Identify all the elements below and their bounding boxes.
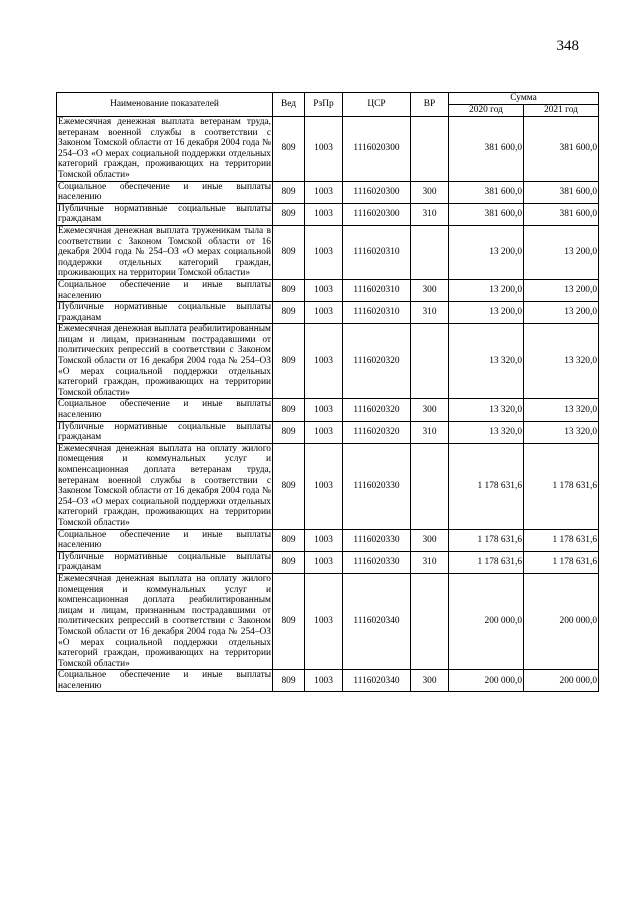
row-vr: 300 [411, 279, 449, 301]
row-csr: 1116020320 [343, 421, 411, 443]
row-ved: 809 [273, 225, 305, 279]
row-name: Социальное обеспечение и иные выплаты населению [58, 181, 271, 203]
header-year-2021: 2021 год [524, 105, 599, 117]
row-ved: 809 [273, 399, 305, 421]
row-sum-2021: 13 320,0 [524, 399, 599, 421]
row-vr: 310 [411, 421, 449, 443]
row-sum-2021: 13 200,0 [524, 279, 599, 301]
row-vr: 310 [411, 551, 449, 573]
row-sum-2020: 381 600,0 [449, 203, 524, 225]
row-sum-2020: 381 600,0 [449, 117, 524, 182]
row-sum-2020: 13 320,0 [449, 399, 524, 421]
row-rzpr: 1003 [305, 551, 343, 573]
table-row [57, 529, 599, 551]
row-sum-2021: 13 200,0 [524, 225, 599, 279]
row-ved: 809 [273, 117, 305, 182]
row-ved: 809 [273, 421, 305, 443]
row-name: Публичные нормативные социальные выплаты гражданам [58, 203, 271, 225]
row-name: Ежемесячная денежная выплата на оплату жилого помещения и коммунальных услуг и компенсационная доплата ветеранам труда, ветеранам военной службы в соответствии с Законом Томской области от 16 декабря 2004 года № 254–ОЗ «О мерах социальной поддержки отдельных категорий граждан, проживающих на территории Томской области» [58, 443, 271, 528]
table-row [57, 203, 599, 225]
row-rzpr: 1003 [305, 421, 343, 443]
row-name: Социальное обеспечение и иные выплаты населению [58, 279, 271, 301]
table-row [57, 573, 599, 669]
row-rzpr: 1003 [305, 181, 343, 203]
row-sum-2021: 13 320,0 [524, 324, 599, 399]
row-name: Социальное обеспечение и иные выплаты населению [58, 399, 271, 421]
row-vr: 300 [411, 529, 449, 551]
row-vr [411, 324, 449, 399]
row-sum-2020: 13 200,0 [449, 302, 524, 324]
row-rzpr: 1003 [305, 670, 343, 692]
row-csr: 1116020330 [343, 529, 411, 551]
row-rzpr: 1003 [305, 399, 343, 421]
row-rzpr: 1003 [305, 443, 343, 529]
row-name: Социальное обеспечение и иные выплаты населению [58, 529, 271, 551]
row-vr: 300 [411, 399, 449, 421]
header-vr: ВР [411, 93, 449, 117]
row-vr: 300 [411, 181, 449, 203]
budget-table [56, 92, 599, 692]
row-sum-2020: 1 178 631,6 [449, 551, 524, 573]
row-ved: 809 [273, 279, 305, 301]
row-vr: 300 [411, 670, 449, 692]
row-csr: 1116020300 [343, 181, 411, 203]
table-row [57, 324, 599, 399]
table-row [57, 551, 599, 573]
row-csr: 1116020340 [343, 670, 411, 692]
row-rzpr: 1003 [305, 302, 343, 324]
row-csr: 1116020310 [343, 225, 411, 279]
row-name: Публичные нормативные социальные выплаты гражданам [58, 551, 271, 573]
row-ved: 809 [273, 324, 305, 399]
row-vr [411, 443, 449, 529]
row-sum-2021: 13 320,0 [524, 421, 599, 443]
row-ved: 809 [273, 573, 305, 669]
row-csr: 1116020300 [343, 117, 411, 182]
table-body [57, 117, 599, 692]
row-csr: 1116020330 [343, 551, 411, 573]
row-ved: 809 [273, 203, 305, 225]
row-sum-2021: 1 178 631,6 [524, 551, 599, 573]
table-row [57, 117, 599, 182]
row-sum-2020: 13 320,0 [449, 421, 524, 443]
row-sum-2021: 1 178 631,6 [524, 529, 599, 551]
row-ved: 809 [273, 551, 305, 573]
row-sum-2020: 13 320,0 [449, 324, 524, 399]
table-row [57, 302, 599, 324]
row-sum-2021: 200 000,0 [524, 670, 599, 692]
row-ved: 809 [273, 302, 305, 324]
row-csr: 1116020320 [343, 324, 411, 399]
row-name: Публичные нормативные социальные выплаты гражданам [58, 302, 271, 323]
row-rzpr: 1003 [305, 529, 343, 551]
row-sum-2020: 200 000,0 [449, 573, 524, 669]
table-row [57, 181, 599, 203]
row-sum-2020: 200 000,0 [449, 670, 524, 692]
row-csr: 1116020310 [343, 302, 411, 324]
table-row [57, 421, 599, 443]
header-csr: ЦСР [343, 93, 411, 117]
row-sum-2020: 13 200,0 [449, 279, 524, 301]
row-csr: 1116020320 [343, 399, 411, 421]
row-rzpr: 1003 [305, 573, 343, 669]
row-name: Ежемесячная денежная выплата труженикам тыла в соответствии с Законом Томской области от 16 декабря 2004 года № 254–ОЗ «О мерах социальной поддержки отдельных категорий граждан, проживающих на территории Томской области» [58, 225, 271, 279]
row-csr: 1116020310 [343, 279, 411, 301]
row-csr: 1116020340 [343, 573, 411, 669]
row-vr: 310 [411, 203, 449, 225]
table-row [57, 279, 599, 301]
row-sum-2021: 381 600,0 [524, 203, 599, 225]
page-number: 348 [556, 38, 579, 54]
header-rzpr: РзПр [305, 93, 343, 117]
header-sum: Сумма [449, 93, 599, 105]
row-name: Ежемесячная денежная выплата на оплату жилого помещения и коммунальных услуг и компенсационная доплата реабилитированным лицам и лицам, признанным пострадавшими от политических репрессий в соответствии с Законом Томской области от 16 декабря 2004 года № 254–ОЗ «О мерах социальной поддержки отдельных категорий граждан, проживающих на территории Томской области» [58, 573, 271, 669]
row-vr [411, 117, 449, 182]
row-sum-2020: 1 178 631,6 [449, 529, 524, 551]
row-sum-2021: 1 178 631,6 [524, 443, 599, 529]
row-sum-2020: 1 178 631,6 [449, 443, 524, 529]
row-name: Ежемесячная денежная выплата реабилитированным лицам и лицам, признанным пострадавшими от политических репрессий в соответствии с Законом Томской области от 16 декабря 2004 года № 254–ОЗ «О мерах социальной поддержки отдельных категорий граждан, проживающих на территории Томской области» [58, 324, 271, 398]
header-row-top [57, 93, 599, 105]
row-csr: 1116020330 [343, 443, 411, 529]
header-year-2020: 2020 год [449, 105, 524, 117]
row-rzpr: 1003 [305, 117, 343, 182]
header-name: Наименование показателей [57, 93, 273, 117]
row-vr: 310 [411, 302, 449, 324]
table-row [57, 225, 599, 279]
row-name: Публичные нормативные социальные выплаты гражданам [58, 421, 271, 443]
row-sum-2020: 381 600,0 [449, 181, 524, 203]
row-name: Социальное обеспечение и иные выплаты населению [58, 670, 271, 691]
table-row [57, 443, 599, 529]
row-ved: 809 [273, 670, 305, 692]
row-csr: 1116020300 [343, 203, 411, 225]
row-rzpr: 1003 [305, 203, 343, 225]
row-sum-2021: 13 200,0 [524, 302, 599, 324]
row-ved: 809 [273, 181, 305, 203]
row-rzpr: 1003 [305, 324, 343, 399]
row-ved: 809 [273, 529, 305, 551]
row-sum-2021: 381 600,0 [524, 181, 599, 203]
row-rzpr: 1003 [305, 225, 343, 279]
row-vr [411, 573, 449, 669]
row-vr [411, 225, 449, 279]
table-row [57, 670, 599, 692]
row-sum-2021: 200 000,0 [524, 573, 599, 669]
row-sum-2021: 381 600,0 [524, 117, 599, 182]
row-rzpr: 1003 [305, 279, 343, 301]
row-sum-2020: 13 200,0 [449, 225, 524, 279]
table-row [57, 399, 599, 421]
header-ved: Вед [273, 93, 305, 117]
row-name: Ежемесячная денежная выплата ветеранам труда, ветеранам военной службы в соответствии с Законом Томской области от 16 декабря 2004 года № 254–ОЗ «О мерах социальной поддержки отдельных категорий граждан, проживающих на территории Томской области» [58, 117, 271, 180]
row-ved: 809 [273, 443, 305, 529]
